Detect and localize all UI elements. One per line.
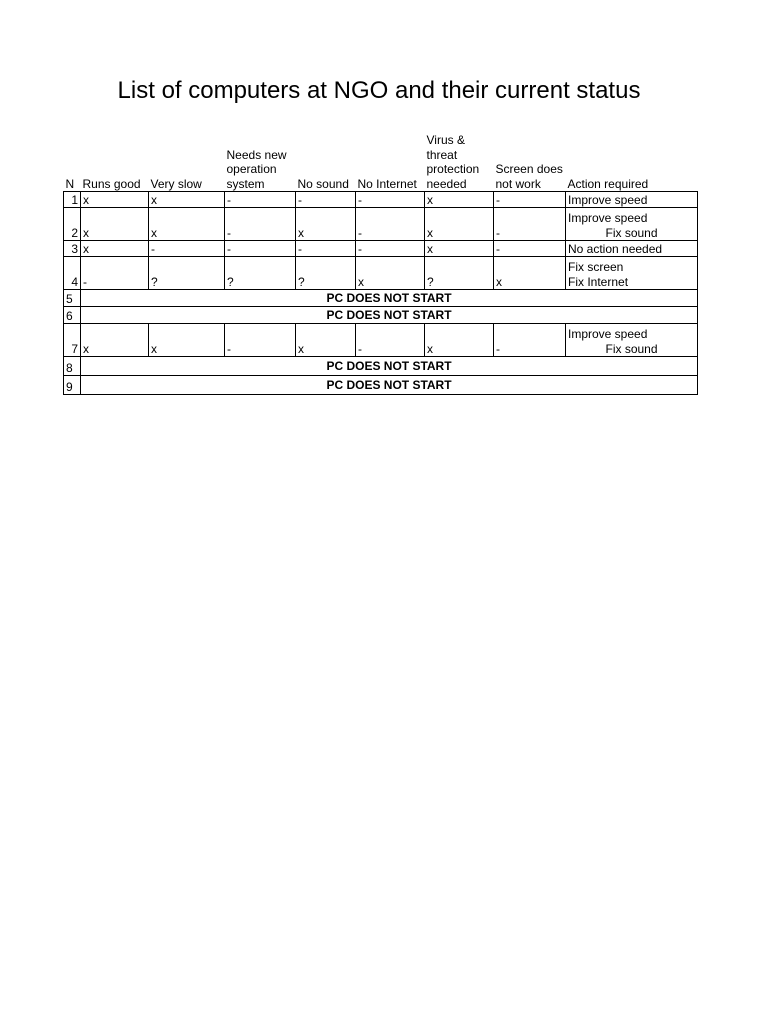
table-row: [64, 376, 698, 395]
header-n: N: [65, 176, 75, 191]
cell-n: 2: [64, 208, 81, 241]
cell-needs-os: -: [225, 208, 296, 241]
cell-screen: -: [494, 241, 566, 257]
header-runs-good: Runs good: [82, 176, 141, 191]
table-row: [64, 241, 698, 257]
cell-very-slow: ?: [149, 257, 225, 290]
cell-n: 4: [64, 257, 81, 290]
table-row: [64, 357, 698, 376]
header-needs-os: Needs new operation system: [226, 147, 287, 191]
cell-virus: x: [425, 241, 494, 257]
table-row: [64, 208, 698, 241]
table-row: [64, 290, 698, 307]
cell-action: [566, 192, 698, 208]
header-row: [64, 131, 698, 192]
cell-screen: -: [494, 324, 566, 357]
cell-action: [566, 208, 698, 241]
cell-n: 9: [64, 376, 81, 395]
cell-runs-good: x: [81, 241, 149, 257]
cell-virus: x: [425, 324, 494, 357]
cell-virus: x: [425, 192, 494, 208]
header-screen: Screen does not work: [495, 162, 563, 191]
cell-action: [566, 257, 698, 290]
action-line: No action needed: [568, 241, 663, 256]
cell-action: [566, 241, 698, 257]
header-virus: Virus & threat protection needed: [426, 133, 480, 191]
table-row: [64, 307, 698, 324]
action-line: Fix Internet: [568, 274, 629, 289]
cell-n: 3: [64, 241, 81, 257]
cell-very-slow: -: [149, 241, 225, 257]
cell-runs-good: -: [81, 257, 149, 290]
action-line: Improve speed: [568, 192, 648, 207]
cell-screen: -: [494, 208, 566, 241]
cell-virus: ?: [425, 257, 494, 290]
cell-no-sound: x: [296, 208, 356, 241]
table-row: [64, 257, 698, 290]
action-line: Fix sound: [605, 225, 658, 240]
action-line: Improve speed: [568, 327, 648, 341]
header-no-internet: No Internet: [357, 176, 417, 191]
cell-needs-os: -: [225, 241, 296, 257]
cell-no-internet: -: [356, 324, 425, 357]
action-line: Fix screen: [568, 260, 624, 274]
cell-needs-os: -: [225, 324, 296, 357]
cell-no-internet: -: [356, 241, 425, 257]
cell-no-sound: ?: [296, 257, 356, 290]
cell-n: 1: [64, 192, 81, 208]
merged-status-cell: PC DOES NOT START: [81, 357, 698, 376]
merged-status-cell: PC DOES NOT START: [81, 290, 698, 307]
cell-no-internet: x: [356, 257, 425, 290]
cell-n: 6: [64, 307, 81, 324]
cell-action: [566, 324, 698, 357]
table-row: [64, 192, 698, 208]
computer-status-table: [63, 131, 698, 395]
cell-n: 5: [64, 290, 81, 307]
header-very-slow: Very slow: [150, 176, 202, 191]
cell-no-sound: -: [296, 192, 356, 208]
cell-no-internet: -: [356, 208, 425, 241]
merged-status-cell: PC DOES NOT START: [81, 307, 698, 324]
cell-very-slow: x: [149, 324, 225, 357]
cell-needs-os: ?: [225, 257, 296, 290]
cell-runs-good: x: [81, 192, 149, 208]
cell-runs-good: x: [81, 208, 149, 241]
cell-very-slow: x: [149, 192, 225, 208]
cell-no-sound: -: [296, 241, 356, 257]
header-no-sound: No sound: [297, 176, 349, 191]
cell-needs-os: -: [225, 192, 296, 208]
cell-virus: x: [425, 208, 494, 241]
cell-no-internet: -: [356, 192, 425, 208]
cell-runs-good: x: [81, 324, 149, 357]
action-line: Fix sound: [605, 341, 658, 356]
page-title: List of computers at NGO and their current status: [117, 77, 641, 104]
cell-n: 7: [64, 324, 81, 357]
cell-n: 8: [64, 357, 81, 376]
cell-no-sound: x: [296, 324, 356, 357]
cell-very-slow: x: [149, 208, 225, 241]
action-line: Improve speed: [568, 211, 648, 225]
merged-status-cell: PC DOES NOT START: [81, 376, 698, 395]
cell-screen: x: [494, 257, 566, 290]
header-action: Action required: [567, 176, 649, 191]
table-row: [64, 324, 698, 357]
cell-screen: -: [494, 192, 566, 208]
